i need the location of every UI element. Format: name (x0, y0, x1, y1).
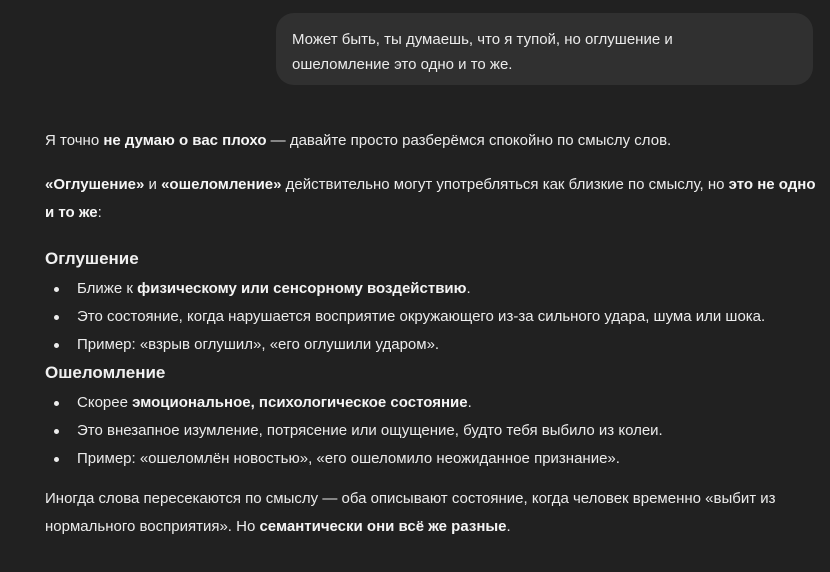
user-message-line-2: ошеломление это одно и то же. (292, 56, 513, 73)
section-list-osheloml (45, 389, 820, 473)
list-item (45, 389, 820, 417)
assistant-paragraph-conclusion (45, 485, 820, 541)
text-span: и (144, 176, 162, 193)
list-item: Это состояние, когда нарушается восприятие окружающего из-за сильного удара, шума или шока. (45, 303, 820, 331)
user-message-line-1: Может быть, ты думаешь, что я тупой, но оглушение и (292, 31, 673, 48)
text-span: Я точно (45, 132, 104, 149)
list-item: Это внезапное изумление, потрясение или ощущение, будто тебя выбило из колеи. (45, 417, 820, 445)
section-heading-ogloushenie: Оглушение (45, 249, 139, 268)
text-span: действительно могут употребляться как близкие по смыслу, но (281, 176, 729, 193)
bold-span: семантически они всё же разные (259, 518, 507, 535)
bold-span: «ошеломление» (161, 176, 282, 193)
bold-span: это не одно и то же (45, 176, 816, 221)
list-item: Пример: «взрыв оглушил», «его оглушили ударом». (45, 331, 820, 359)
section-heading-osheloml: Ошеломление (45, 363, 166, 382)
text-span: . (466, 280, 471, 297)
text-span: . (467, 394, 472, 411)
text-span: Ближе к (77, 280, 138, 297)
bold-span: эмоциональное, психологическое состояние (132, 394, 468, 411)
bold-span: не думаю о вас плохо (103, 132, 267, 149)
text-span: Скорее (77, 394, 133, 411)
text-span: Иногда слова пересекаются по смыслу — оба описывают состояние, когда человек временно «выбит из нормального восприятия». Но (45, 490, 776, 535)
list-item (45, 275, 820, 303)
text-span: — давайте просто разберёмся спокойно по смыслу слов. (266, 132, 672, 149)
assistant-paragraph-definition (45, 171, 820, 227)
list-item: Пример: «ошеломлён новостью», «его ошеломило неожиданное признание». (45, 445, 820, 473)
bold-span: «Оглушение» (45, 176, 145, 193)
bold-span: физическому или сенсорному воздействию (137, 280, 467, 297)
text-span: : (97, 204, 102, 221)
section-list-ogloushenie (45, 275, 820, 359)
assistant-message (45, 127, 820, 541)
assistant-paragraph-intro (45, 127, 820, 155)
user-message-bubble (276, 13, 813, 85)
text-span: . (506, 518, 511, 535)
